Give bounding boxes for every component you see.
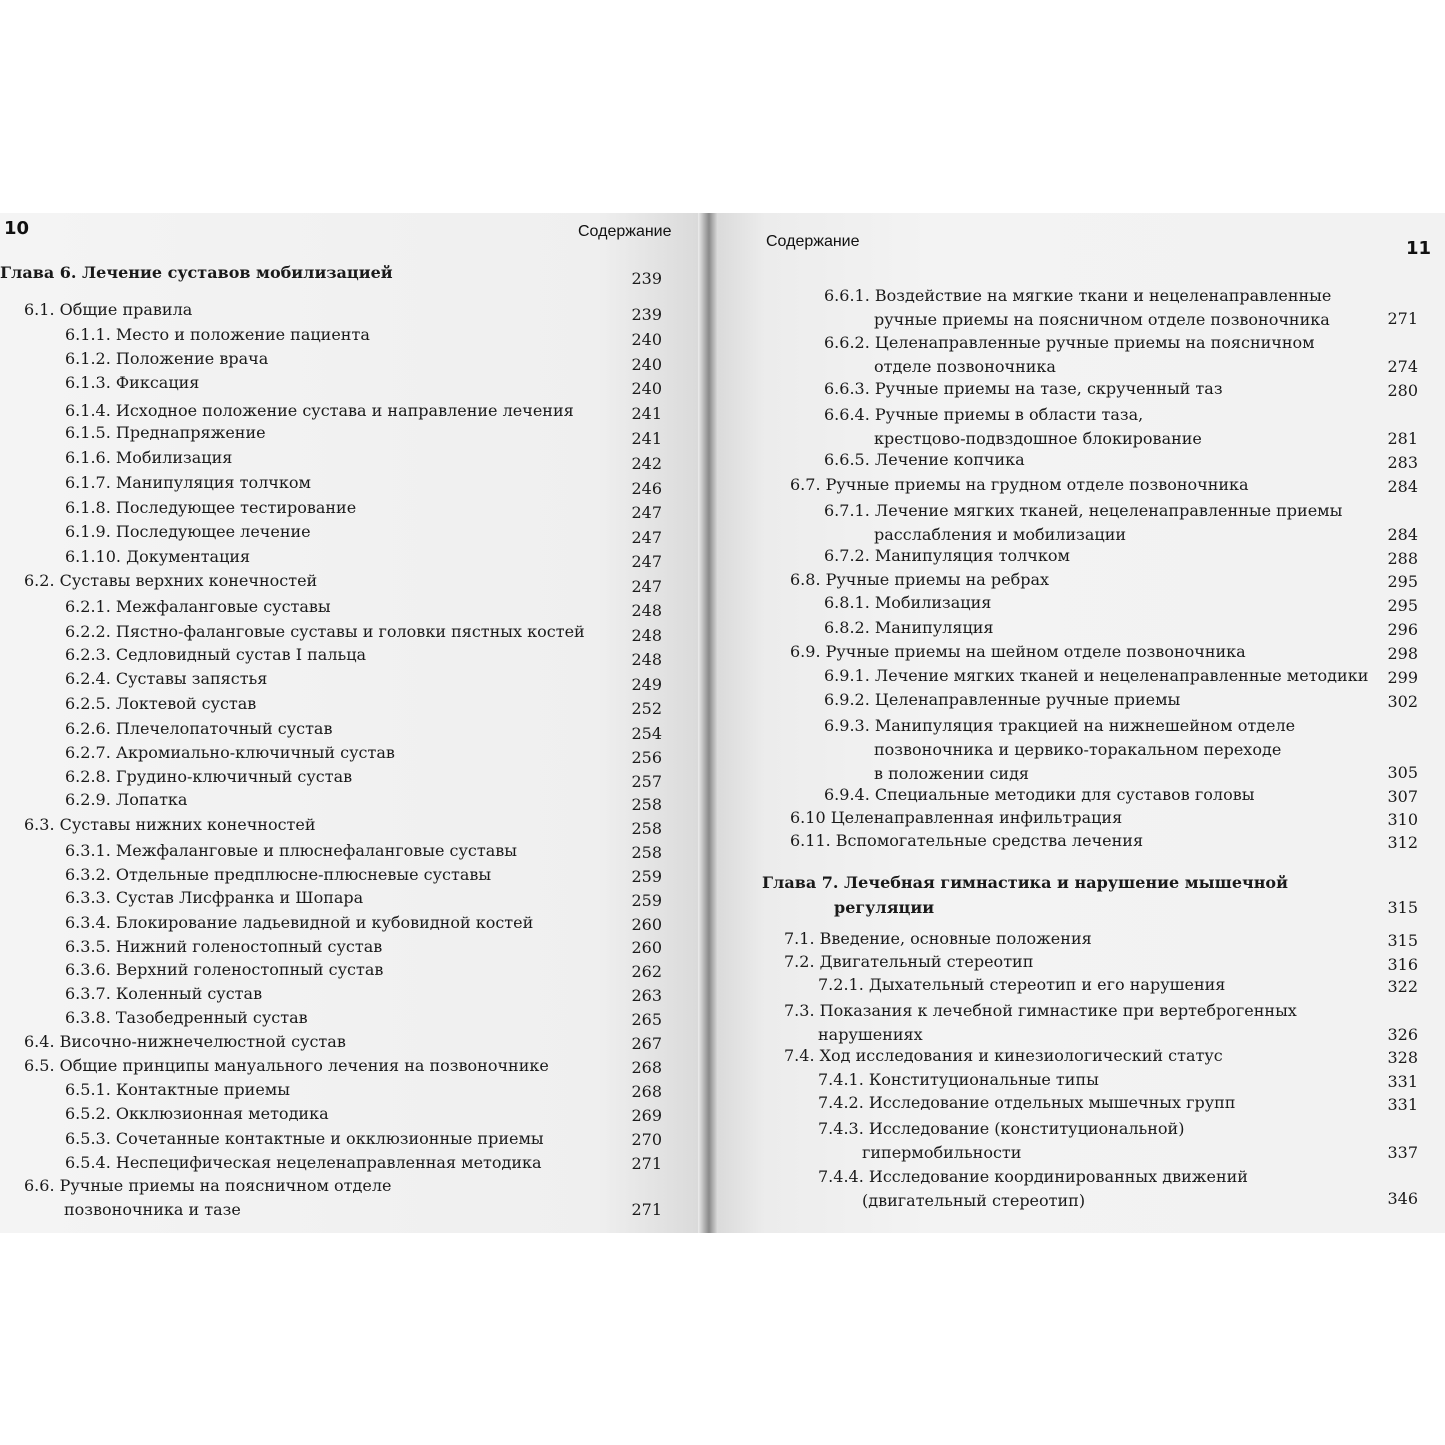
toc-entry: 6.9.2. Целенаправленные ручные приемы: [824, 690, 1181, 709]
toc-entry: 6.3.2. Отдельные предплюсне-плюсневые суставы: [65, 865, 492, 884]
toc-page-number: 328: [1387, 1048, 1418, 1067]
running-header: Содержание: [766, 233, 860, 250]
toc-page-number: 259: [631, 891, 662, 910]
toc-entry: 6.6.1. Воздействие на мягкие ткани и нецеленаправленные ручные приемы на поясничном отделе позвоночника: [824, 286, 1332, 329]
toc-page-number: 326: [1387, 1025, 1418, 1044]
toc-entry: 6.1.7. Манипуляция толчком: [65, 473, 311, 492]
toc-page-number: 240: [631, 379, 662, 398]
toc-page-number: 302: [1387, 692, 1418, 711]
toc-page-number: 265: [631, 1010, 662, 1029]
toc-entry: 7.4.2. Исследование отдельных мышечных групп: [818, 1093, 1236, 1112]
toc-entry: 7.4.3. Исследование (конституциональной) гипермобильности: [818, 1119, 1185, 1162]
toc-page-number: 252: [631, 699, 662, 718]
toc-page-number: 239: [631, 305, 662, 324]
toc-entry: 6.8.2. Манипуляция: [824, 618, 994, 637]
book-spread: [0, 213, 1445, 1233]
toc-entry: 6.1.6. Мобилизация: [65, 448, 233, 467]
toc-entry: 6.9.3. Манипуляция тракцией на нижнешейном отделе позвоночника и цервико-торакальном переходе в положении сидя: [824, 716, 1296, 783]
toc-page-number: 248: [631, 601, 662, 620]
toc-entry: 6.6.5. Лечение копчика: [824, 450, 1025, 469]
toc-entry: 6.9. Ручные приемы на шейном отделе позвоночника: [790, 642, 1246, 661]
toc-entry: 6.11. Вспомогательные средства лечения: [790, 831, 1144, 850]
toc-entry: 6.3.1. Межфаланговые и плюснефаланговые суставы: [65, 841, 518, 860]
toc-entry: 7.2.1. Дыхательный стереотип и его нарушения: [818, 975, 1226, 994]
toc-entry: 7.4.1. Конституциональные типы: [818, 1070, 1099, 1089]
toc-entry: 6.3.7. Коленный сустав: [65, 984, 263, 1003]
toc-page-number: 346: [1387, 1189, 1418, 1208]
toc-page-number: 310: [1387, 810, 1418, 829]
toc-page-number: 331: [1387, 1095, 1418, 1114]
toc-page-number: 305: [1387, 763, 1418, 782]
toc-page-number: 260: [631, 938, 662, 957]
toc-page-number: 258: [631, 795, 662, 814]
toc-page-number: 281: [1387, 429, 1418, 448]
toc-entry: 6.5.1. Контактные приемы: [65, 1080, 290, 1099]
toc-page-number: 295: [1387, 572, 1418, 591]
toc-entry: 7.4.4. Исследование координированных движений (двигательный стереотип): [818, 1167, 1248, 1210]
toc-page-number: 284: [1387, 525, 1418, 544]
toc-page-number: 263: [631, 986, 662, 1005]
toc-entry: 6.2.7. Акромиально-ключичный сустав: [65, 743, 395, 762]
toc-entry: 6.3.3. Сустав Лисфранка и Шопара: [65, 888, 364, 907]
toc-entry: 6.3. Суставы нижних конечностей: [24, 815, 316, 834]
toc-entry: 6.2.9. Лопатка: [65, 790, 188, 809]
toc-entry: 6.8.1. Мобилизация: [824, 593, 992, 612]
toc-entry: 6.4. Височно-нижнечелюстной сустав: [24, 1032, 346, 1051]
toc-page-number: 260: [631, 915, 662, 934]
toc-page-number: 247: [631, 552, 662, 571]
toc-entry: 6.3.8. Тазобедренный сустав: [65, 1008, 308, 1027]
toc-page-number: 249: [631, 675, 662, 694]
toc-page-number: 241: [631, 404, 662, 423]
left-page: [0, 213, 704, 1233]
toc-page-number: 242: [631, 454, 662, 473]
toc-page-number: 337: [1387, 1143, 1418, 1162]
toc-page-number: 315: [1387, 931, 1418, 950]
toc-entry: 6.6.4. Ручные приемы в области таза, крестцово-подвздошное блокирование: [824, 405, 1202, 448]
toc-page-number: 259: [631, 867, 662, 886]
toc-page-number: 271: [631, 1154, 662, 1173]
toc-entry: 6.2.3. Седловидный сустав I пальца: [65, 645, 367, 664]
toc-page-number: 316: [1387, 955, 1418, 974]
toc-page-number: 274: [1387, 357, 1418, 376]
toc-entry: 6.3.4. Блокирование ладьевидной и кубовидной костей: [65, 913, 534, 932]
toc-entry: 7.3. Показания к лечебной гимнастике при вертеброгенных нарушениях: [784, 1001, 1297, 1044]
toc-page-number: 299: [1387, 668, 1418, 687]
toc-page-number: 262: [631, 962, 662, 981]
toc-entry: 6.2.6. Плечелопаточный сустав: [65, 719, 333, 738]
toc-page-number: 258: [631, 819, 662, 838]
toc-entry: 6.1.8. Последующее тестирование: [65, 498, 357, 517]
toc-entry: 6.2.1. Межфаланговые суставы: [65, 597, 331, 616]
running-header: Содержание: [578, 223, 672, 240]
toc-entry: 6.2. Суставы верхних конечностей: [24, 571, 318, 590]
toc-page-number: 247: [631, 528, 662, 547]
toc-entry: 6.1.9. Последующее лечение: [65, 522, 311, 541]
toc-list-right: [706, 213, 1445, 1233]
toc-entry: 6.9.1. Лечение мягких тканей и нецеленаправленные методики: [824, 666, 1369, 685]
toc-page-number: 307: [1387, 787, 1418, 806]
toc-page-number: 268: [631, 1082, 662, 1101]
right-page: [706, 213, 1445, 1233]
toc-list-left: [0, 213, 704, 1233]
toc-page-number: 241: [631, 429, 662, 448]
toc-page-number: 312: [1387, 833, 1418, 852]
toc-page-number: 254: [631, 724, 662, 743]
toc-entry: 6.1. Общие правила: [24, 300, 193, 319]
toc-entry: 6.3.6. Верхний голеностопный сустав: [65, 960, 384, 979]
toc-page-number: 322: [1387, 977, 1418, 996]
page-number: 10: [4, 218, 30, 239]
toc-entry: 6.6. Ручные приемы на поясничном отделе позвоночника и тазе: [24, 1176, 392, 1219]
toc-entry: 6.5.3. Сочетанные контактные и окклюзионные приемы: [65, 1129, 544, 1148]
toc-entry: 6.7.2. Манипуляция толчком: [824, 546, 1070, 565]
toc-page-number: 257: [631, 772, 662, 791]
toc-page-number: 248: [631, 626, 662, 645]
toc-entry: 6.1.4. Исходное положение сустава и направление лечения: [65, 401, 574, 420]
toc-entry: 7.2. Двигательный стереотип: [784, 952, 1034, 971]
toc-page-number: 270: [631, 1130, 662, 1149]
toc-entry: 6.1.3. Фиксация: [65, 373, 200, 392]
toc-page-number: 271: [631, 1200, 662, 1219]
toc-entry: 6.1.2. Положение врача: [65, 349, 269, 368]
toc-entry: 6.2.2. Пястно-фаланговые суставы и головки пястных костей: [65, 622, 585, 641]
book-gutter: [698, 213, 718, 1233]
toc-entry: 6.1.1. Место и положение пациента: [65, 325, 370, 344]
toc-entry: 7.1. Введение, основные положения: [784, 929, 1092, 948]
toc-entry: 6.8. Ручные приемы на ребрах: [790, 570, 1050, 589]
toc-page-number: 296: [1387, 620, 1418, 639]
toc-page-number: 256: [631, 748, 662, 767]
toc-page-number: 269: [631, 1106, 662, 1125]
toc-entry: 6.9.4. Специальные методики для суставов головы: [824, 785, 1255, 804]
toc-page-number: 331: [1387, 1072, 1418, 1091]
toc-page-number: 240: [631, 355, 662, 374]
toc-entry: 6.10 Целенаправленная инфильтрация: [790, 808, 1123, 827]
toc-entry: 6.5.2. Окклюзионная методика: [65, 1104, 329, 1123]
toc-entry: 6.2.5. Локтевой сустав: [65, 694, 257, 713]
toc-page-number: 283: [1387, 453, 1418, 472]
toc-page-number: 246: [631, 479, 662, 498]
toc-page-number: 295: [1387, 596, 1418, 615]
toc-page-number: 248: [631, 650, 662, 669]
toc-page-number: 280: [1387, 381, 1418, 400]
toc-page-number: 298: [1387, 644, 1418, 663]
toc-entry: 6.5.4. Неспецифическая нецеленаправленная методика: [65, 1153, 542, 1172]
toc-page-number: 239: [631, 269, 662, 288]
toc-page-number: 247: [631, 577, 662, 596]
toc-page-number: 268: [631, 1058, 662, 1077]
page-number: 11: [1406, 238, 1432, 259]
toc-page-number: 284: [1387, 477, 1418, 496]
toc-entry: 6.7. Ручные приемы на грудном отделе позвоночника: [790, 475, 1249, 494]
toc-entry: 6.6.3. Ручные приемы на тазе, скрученный таз: [824, 379, 1223, 398]
toc-page-number: 267: [631, 1034, 662, 1053]
toc-page-number: 288: [1387, 549, 1418, 568]
toc-entry: 6.5. Общие принципы мануального лечения на позвоночнике: [24, 1056, 549, 1075]
toc-entry: 6.7.1. Лечение мягких тканей, нецеленаправленные приемы расслабления и мобилизации: [824, 501, 1343, 544]
toc-entry: 6.2.8. Грудино-ключичный сустав: [65, 767, 353, 786]
toc-page-number: 315: [1387, 898, 1418, 917]
toc-entry: 6.1.10. Документация: [65, 547, 251, 566]
toc-entry: 7.4. Ход исследования и кинезиологический статус: [784, 1046, 1223, 1065]
toc-page-number: 258: [631, 843, 662, 862]
toc-entry: 6.2.4. Суставы запястья: [65, 669, 268, 688]
toc-entry: 6.3.5. Нижний голеностопный сустав: [65, 937, 383, 956]
toc-entry: Глава 7. Лечебная гимнастика и нарушение мышечной регуляции: [762, 873, 1288, 917]
toc-entry: 6.6.2. Целенаправленные ручные приемы на поясничном отделе позвоночника: [824, 333, 1315, 376]
toc-page-number: 240: [631, 330, 662, 349]
toc-page-number: 271: [1387, 309, 1418, 328]
toc-page-number: 247: [631, 503, 662, 522]
toc-entry: 6.1.5. Преднапряжение: [65, 423, 266, 442]
toc-entry: Глава 6. Лечение суставов мобилизацией: [0, 263, 393, 282]
